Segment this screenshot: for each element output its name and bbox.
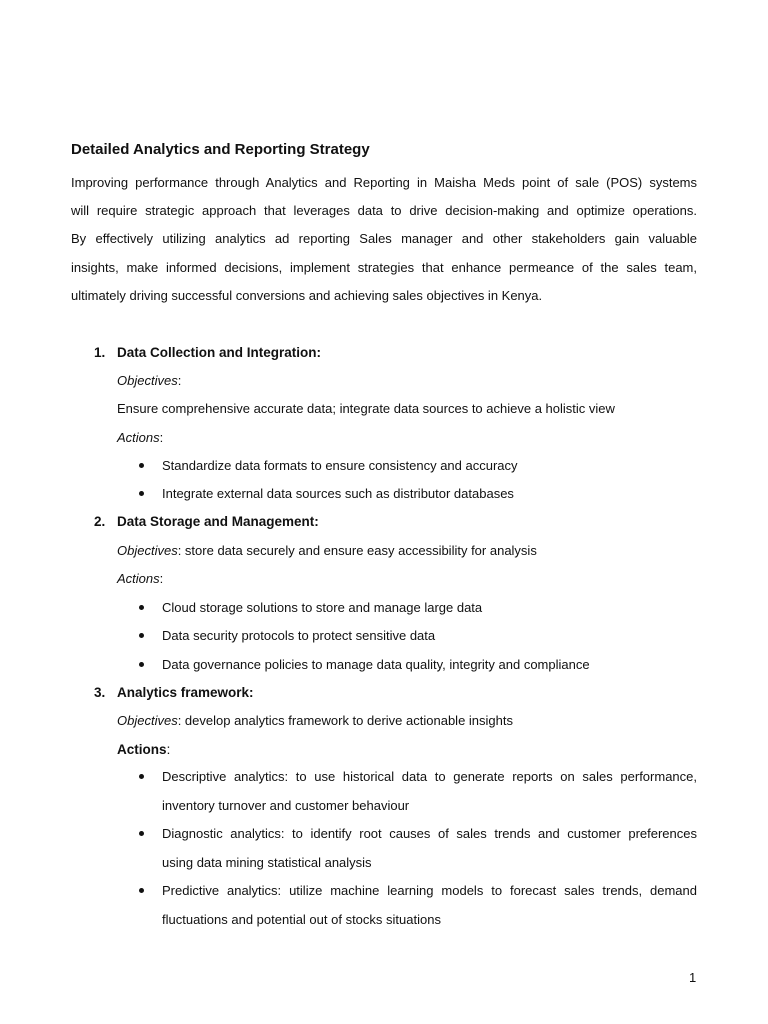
objectives-line [117,542,537,560]
actions-label-text: Actions [117,430,160,445]
objectives-text: Ensure comprehensive accurate data; integrate data sources to achieve a holistic view [117,401,615,416]
bullet-text: Cloud storage solutions to store and manage large data [162,600,483,615]
bullet-text-continued: fluctuations and potential out of stocks situations [162,912,441,927]
section-heading: Data Collection and Integration: [117,345,322,360]
objectives-text: : store data securely and ensure easy accessibility for analysis [177,543,537,558]
intro-line: By effectively utilizing analytics ad reporting Sales manager and other stakeholders gain valuable [71,231,697,246]
bullet-text: Standardize data formats to ensure consistency and accuracy [162,458,518,473]
bullet-icon [139,888,144,893]
bullet-icon [139,633,144,638]
bullet-text: Integrate external data sources such as distributor databases [162,486,514,501]
actions-label [117,570,163,588]
objectives-line [117,712,513,730]
bullet-icon [139,774,144,779]
page-number: 1 [689,970,697,985]
bullet-text: Data governance policies to manage data quality, integrity and compliance [162,657,590,672]
objectives-label-text: Objectives [117,713,178,728]
actions-label-text: Actions [117,571,160,586]
bullet-text: Predictive analytics: utilize machine learning models to forecast sales trends, demand [162,883,697,898]
objectives-label-text: Objectives [117,543,178,558]
bullet-text: Descriptive analytics: to use historical data to generate reports on sales performance, [162,769,697,784]
actions-colon: : [159,430,164,445]
bullet-icon [139,605,144,610]
bullet-icon [139,491,144,496]
bullet-icon [139,831,144,836]
intro-line: will require strategic approach that leverages data to drive decision-making and optimize operations. [71,203,697,218]
bullet-text: Data security protocols to protect sensitive data [162,628,436,643]
bullet-icon [139,662,144,667]
bullet-text: Diagnostic analytics: to identify root causes of sales trends and customer preferences [162,826,697,841]
intro-line: ultimately driving successful conversions and achieving sales objectives in Kenya. [71,288,543,303]
section-heading: Analytics framework: [117,685,254,700]
objectives-label-text: Objectives [117,373,178,388]
actions-label [117,740,170,758]
document-title: Detailed Analytics and Reporting Strategy [71,141,370,158]
objectives-label [117,372,181,390]
objectives-text: : develop analytics framework to derive actionable insights [177,713,513,728]
intro-line: insights, make informed decisions, implement strategies that enhance permeance of the sales team, [71,260,697,275]
actions-colon: : [166,741,171,757]
actions-colon: : [159,571,164,586]
bullet-icon [139,463,144,468]
bullet-text-continued: using data mining statistical analysis [162,855,372,870]
section-number: 1. [94,345,106,360]
intro-line: Improving performance through Analytics and Reporting in Maisha Meds point of sale (POS) systems [71,175,697,190]
objectives-colon: : [177,373,182,388]
actions-label [117,429,163,447]
section-number: 3. [94,685,106,700]
actions-label-text: Actions [117,742,167,757]
section-heading: Data Storage and Management: [117,514,319,529]
bullet-text-continued: inventory turnover and customer behaviour [162,798,410,813]
section-number: 2. [94,514,106,529]
